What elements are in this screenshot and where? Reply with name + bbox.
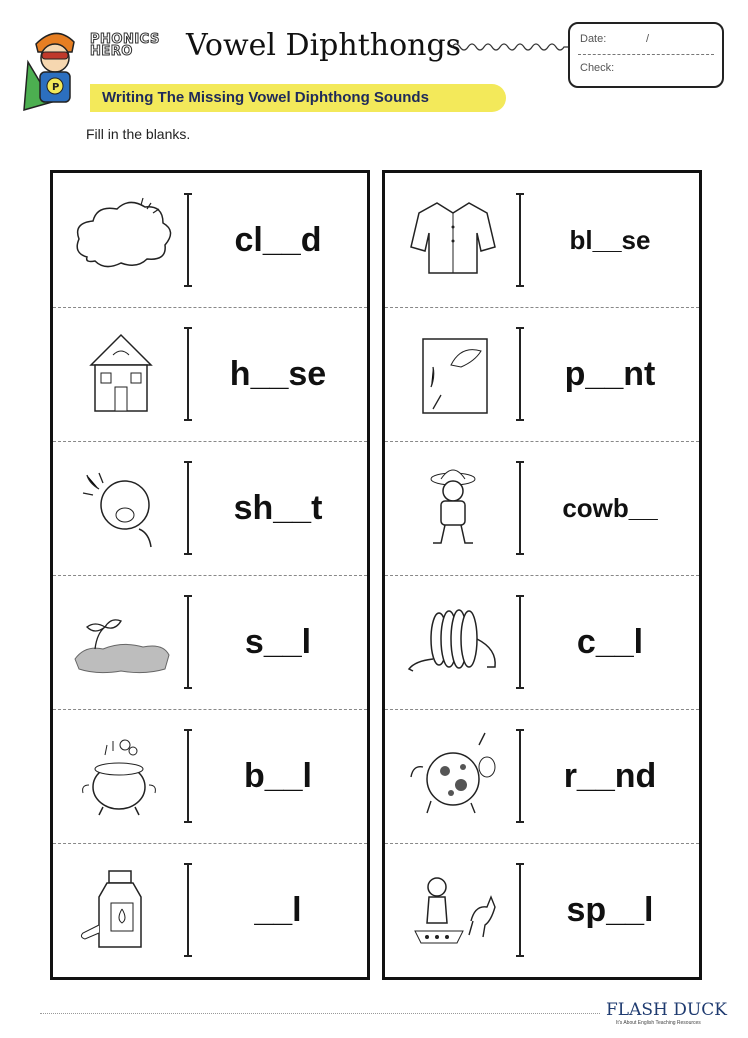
- word-row: [53, 709, 367, 844]
- squiggle-decoration: [452, 40, 570, 54]
- spoil-icon: [401, 861, 505, 957]
- date-label: Date:: [580, 33, 607, 45]
- word-with-blanks: r__nd: [563, 756, 657, 795]
- page-title: Vowel Diphthongs: [186, 28, 462, 63]
- word-with-blanks: sh__t: [233, 488, 323, 527]
- word-with-blanks: sp__l: [566, 890, 654, 929]
- left-word-panel: [50, 170, 370, 980]
- word-row: [385, 843, 699, 977]
- word-row: [385, 173, 699, 308]
- row-divider: [519, 729, 521, 823]
- date-check-box: [568, 22, 724, 88]
- word-row: [53, 441, 367, 576]
- paint-icon: [401, 325, 505, 421]
- blouse-icon: [401, 191, 505, 287]
- brand-line-1: PHONICS: [90, 32, 160, 47]
- word-row: [53, 575, 367, 710]
- brand-line-2: HERO: [90, 44, 133, 59]
- instruction-text: Fill in the blanks.: [86, 126, 191, 142]
- word-with-blanks: c__l: [576, 622, 644, 661]
- word-row: [385, 575, 699, 710]
- row-divider: [519, 863, 521, 957]
- row-divider: [187, 863, 189, 957]
- coil-icon: [401, 593, 505, 689]
- shout-icon: [69, 459, 173, 555]
- row-divider: [187, 193, 189, 287]
- row-divider: [187, 327, 189, 421]
- word-row: [53, 307, 367, 442]
- flash-duck-logo: FLASH DUCK: [606, 1000, 727, 1020]
- cowboy-icon: [401, 459, 505, 555]
- logo-tagline: It's About English Teaching Resources: [616, 1020, 701, 1026]
- row-divider: [187, 595, 189, 689]
- date-separator: /: [646, 33, 650, 45]
- word-with-blanks: b__l: [243, 756, 313, 795]
- date-box-divider: [578, 54, 714, 55]
- check-label: Check:: [580, 62, 615, 74]
- row-divider: [187, 729, 189, 823]
- round-cow-icon: [401, 727, 505, 823]
- row-divider: [519, 327, 521, 421]
- cloud-icon: [69, 191, 173, 287]
- phonics-hero-mascot-icon: [22, 22, 88, 114]
- oil-bottle-icon: [69, 861, 173, 957]
- footer-dotted-line: [40, 1013, 600, 1014]
- word-with-blanks: __l: [254, 890, 302, 929]
- word-row: [53, 843, 367, 977]
- brand-logo: [90, 34, 160, 58]
- word-row: [385, 307, 699, 442]
- word-row: [385, 709, 699, 844]
- word-with-blanks: h__se: [229, 354, 327, 393]
- word-row: [53, 173, 367, 308]
- worksheet-subtitle: Writing The Missing Vowel Diphthong Sounds: [102, 89, 429, 106]
- word-with-blanks: cowb__: [562, 492, 658, 523]
- svg-text:P: P: [52, 82, 60, 93]
- house-icon: [69, 325, 173, 421]
- word-with-blanks: bl__se: [569, 224, 651, 255]
- row-divider: [519, 461, 521, 555]
- right-word-panel: [382, 170, 702, 980]
- word-with-blanks: s__l: [244, 622, 312, 661]
- row-divider: [519, 193, 521, 287]
- boil-pot-icon: [69, 727, 173, 823]
- row-divider: [187, 461, 189, 555]
- row-divider: [519, 595, 521, 689]
- soil-icon: [69, 593, 173, 689]
- word-with-blanks: p__nt: [564, 354, 656, 393]
- word-row: [385, 441, 699, 576]
- word-with-blanks: cl__d: [234, 220, 322, 259]
